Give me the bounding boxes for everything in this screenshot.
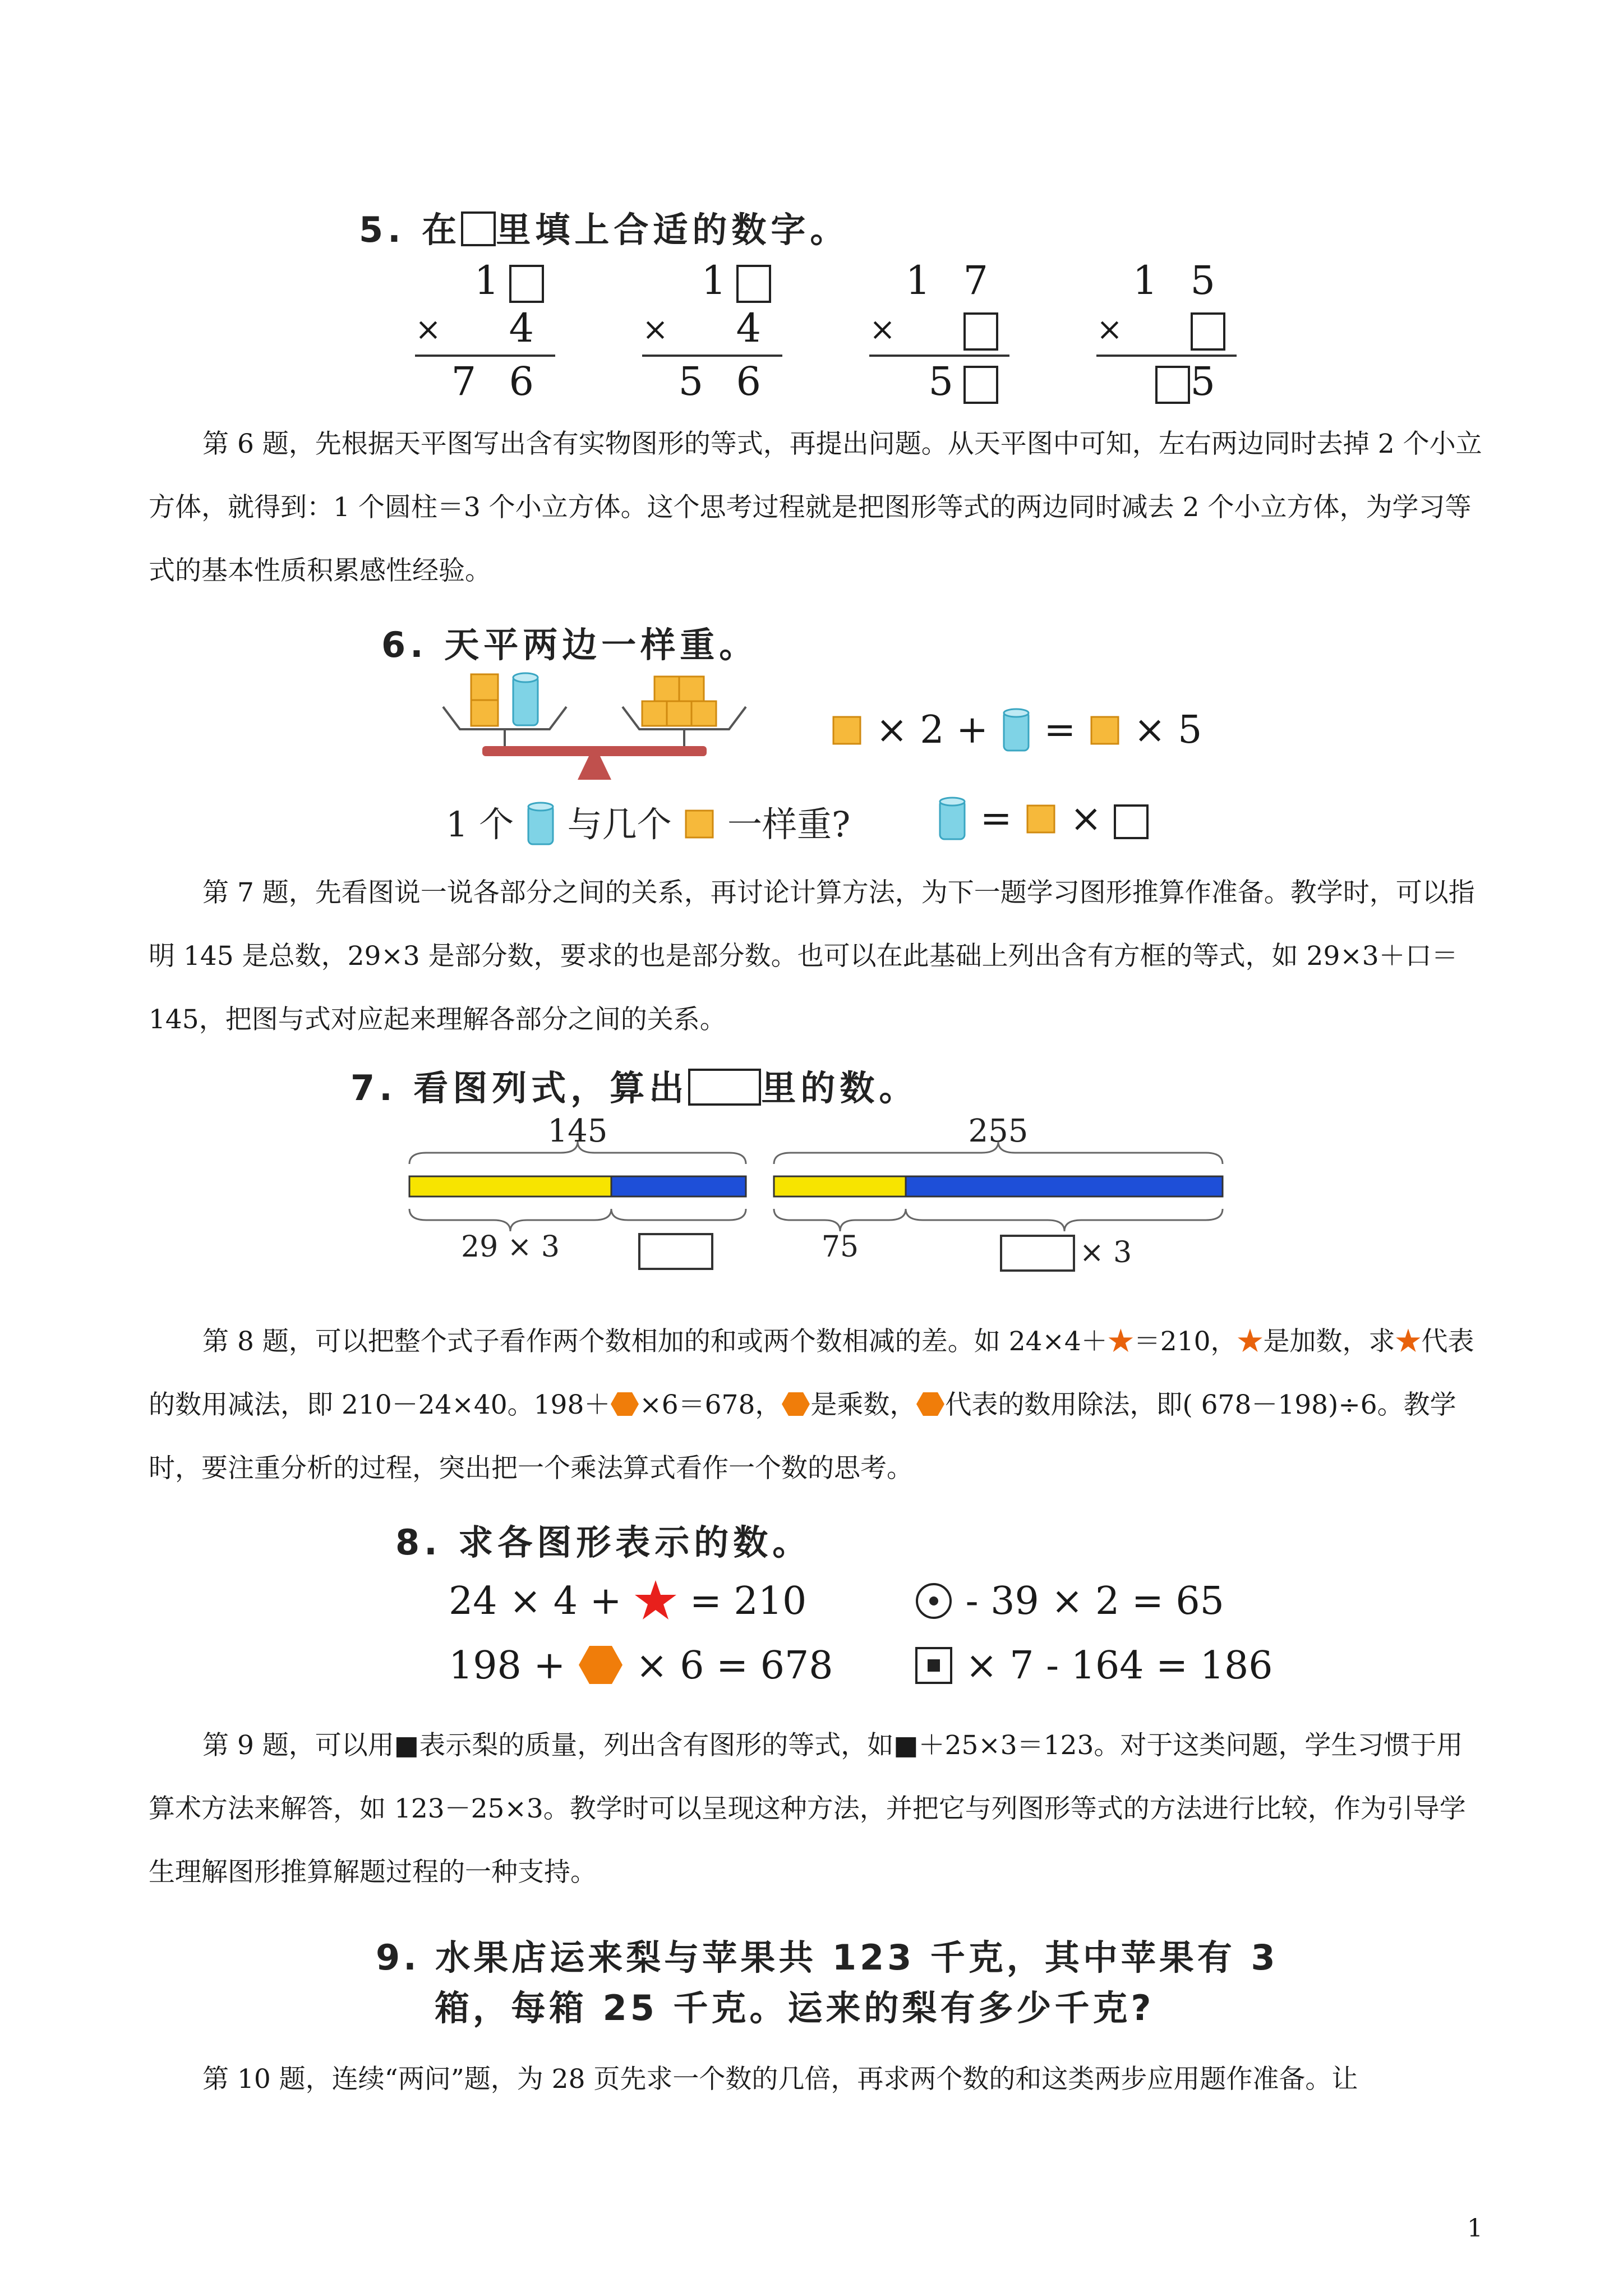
top-digits: 1 xyxy=(701,257,736,303)
times-sign: × xyxy=(1096,311,1123,348)
ex6-title-text: 天平两边一样重。 xyxy=(444,624,759,665)
ex5-problem-3 xyxy=(869,258,998,404)
ex9-title xyxy=(376,1930,1279,1980)
ex5-problem-4 xyxy=(1096,258,1225,404)
blank-box xyxy=(461,211,496,246)
ex9-line-2-wrap xyxy=(435,1980,1154,2030)
text-run: ×6＝678， xyxy=(639,1389,782,1420)
ex5-title xyxy=(359,202,849,252)
q-part-a: 1 个 xyxy=(446,804,514,845)
ex5-number: 5. xyxy=(359,209,405,250)
ex7-title-a: 看图列式，算出 xyxy=(413,1068,689,1108)
top-digits: 1 5 xyxy=(1132,257,1225,303)
rule-line xyxy=(415,355,555,357)
hexagon-icon xyxy=(578,1645,624,1685)
times-sign: × xyxy=(415,311,441,348)
times-sign: × xyxy=(642,311,668,348)
result-digit: 5 xyxy=(928,358,963,404)
paragraph-ex9-notes: 第 9 题，可以用■表示梨的质量，列出含有图形的等式，如■＋25×3＝123。对于这类问题，学生习惯于用算术方法来解答，如 123－25×3。教学时可以呈现这种方法，并把它与列图形等式的方法进行比较，作为引导学生理解图形推算解题过程的一种支持。 xyxy=(149,1730,1466,1888)
paragraph-ex7-notes: 第 7 题，先看图说一说各部分之间的关系，再讨论计算方法，为下一题学习图形推算作准备。教学时，可以指明 145 是总数，29×3 是部分数，要求的也是部分数。也可以在此基础上列出含有方框的等式，如 29×3＋口＝145，把图与式对应起来理解各部分之间的关系。 xyxy=(149,877,1475,1035)
left-total-label: 145 xyxy=(547,1113,608,1149)
top-digits: 1 7 xyxy=(905,257,998,303)
eq-part: = 210 xyxy=(689,1579,807,1623)
ex8-number: 8. xyxy=(395,1522,442,1563)
boxed-square-icon xyxy=(914,1646,953,1685)
cylinder-icon xyxy=(525,802,556,846)
text-run: 代表的数用除法，即( 678－198)÷6。教学时，要注重分析的过程，突出把一个乘法算式看作一个数的思考。 xyxy=(149,1389,1456,1484)
hexagon-icon xyxy=(610,1391,639,1417)
eq1-part-c: × 5 xyxy=(1133,708,1202,752)
balance-base xyxy=(578,756,611,780)
left-pan xyxy=(443,707,566,729)
eq-part: 198 + xyxy=(449,1644,566,1688)
hexagon-icon xyxy=(781,1391,810,1417)
eq-part: × 7 - 164 = 186 xyxy=(965,1644,1273,1688)
star-icon: ★ xyxy=(1237,1326,1264,1357)
left-blue-segment xyxy=(611,1176,746,1197)
paragraph-ex10-notes: 第 10 题，连续“两问”题，为 28 页先求一个数的几倍，再求两个数的和这类两步应用题作准备。让 xyxy=(202,2064,1358,2095)
blank-box xyxy=(1001,1236,1074,1271)
ex6-equation-1 xyxy=(830,708,1202,753)
ex5-title-a: 在 xyxy=(422,209,462,250)
ex8-title-text: 求各图形表示的数。 xyxy=(458,1522,812,1563)
cylinder-icon xyxy=(1000,708,1032,753)
multiplier: 4 xyxy=(509,305,544,351)
circled-dot-icon xyxy=(914,1581,953,1621)
ex7-title xyxy=(351,1060,918,1110)
text-run: ＝210， xyxy=(1133,1326,1237,1357)
ex8-equation-4 xyxy=(914,1644,1272,1688)
left-part-label: 29 × 3 xyxy=(461,1230,560,1264)
hexagon-icon xyxy=(916,1391,945,1417)
right-blue-segment xyxy=(906,1176,1223,1197)
ex9-number: 9. xyxy=(376,1937,420,1978)
cube-icon xyxy=(1088,714,1122,747)
ex8-title xyxy=(395,1515,811,1565)
star-icon: ★ xyxy=(1107,1326,1134,1357)
page-number: 1 xyxy=(1467,2214,1483,2243)
text-run: 第 8 题，可以把整个式子看作两个数相加的和或两个数相减的差。如 24×4＋ xyxy=(202,1326,1108,1357)
ex5-title-b: 里填上合适的数字。 xyxy=(496,209,850,250)
right-top-brace xyxy=(774,1142,1223,1164)
ex7-title-b: 里的数。 xyxy=(761,1068,919,1108)
ex8-equation-2 xyxy=(914,1579,1224,1623)
cube-icon xyxy=(1024,802,1058,836)
eq1-part-a: × 2 + xyxy=(875,708,989,752)
cylinder-icon xyxy=(937,797,968,841)
q-part-c: 一样重? xyxy=(727,804,851,845)
blank-box xyxy=(639,1234,712,1269)
ex5-problem-1 xyxy=(415,258,544,404)
ex9-line-1: 水果店运来梨与苹果共 123 千克，其中苹果有 3 xyxy=(435,1937,1279,1978)
ex9-line-2: 箱，每箱 25 千克。运来的梨有多少千克? xyxy=(435,1987,1155,2028)
ex5-problem-2 xyxy=(642,258,771,404)
left-yellow-segment xyxy=(409,1176,611,1197)
star-icon: ★ xyxy=(1395,1326,1422,1357)
paragraph-ex6-notes: 第 6 题，先根据天平图写出含有实物图形的等式，再提出问题。从天平图中可知，左右两边同时去掉 2 个小立方体，就得到：1 个圆柱＝3 个小立方体。这个思考过程就是把图形等式的两边同时减去 2 个小立方体，为学习等式的基本性质积累感性经验。 xyxy=(149,429,1482,586)
blank-box xyxy=(1191,312,1225,351)
left-top-brace xyxy=(409,1142,746,1164)
eq1-part-b: = xyxy=(1044,708,1076,752)
ex6-title xyxy=(381,617,758,667)
balance-scale-illustration xyxy=(437,662,774,791)
left-bottom-brace-2 xyxy=(611,1209,746,1220)
ex8-equation-1 xyxy=(449,1579,806,1623)
left-bottom-brace xyxy=(409,1209,611,1231)
eq-part: 24 × 4 + xyxy=(449,1579,622,1623)
blank-box xyxy=(688,1069,761,1106)
ex6-number: 6. xyxy=(381,624,428,665)
balance-beam xyxy=(482,746,707,756)
ex6-question xyxy=(446,797,850,846)
segment-diagram xyxy=(404,1108,1245,1276)
blank-box xyxy=(736,265,771,303)
right-yellow-segment xyxy=(774,1176,906,1197)
cylinder-icon xyxy=(513,673,538,725)
blank-box xyxy=(963,366,998,404)
text-run: 是乘数， xyxy=(810,1389,916,1420)
right-bottom-brace xyxy=(774,1209,906,1231)
times-sign: × xyxy=(869,311,896,348)
multiplier: 4 xyxy=(736,305,771,351)
blank-box xyxy=(963,312,998,351)
text-run: 是加数，求 xyxy=(1263,1326,1395,1357)
blank-box xyxy=(1155,366,1190,404)
ex8-equation-3 xyxy=(449,1644,833,1688)
eq-part: × 6 = 678 xyxy=(635,1644,833,1688)
blank-box xyxy=(509,265,544,303)
top-digits: 1 xyxy=(474,257,509,303)
rule-line xyxy=(642,355,782,357)
eq-part: - 39 × 2 = 65 xyxy=(965,1579,1224,1623)
rule-line xyxy=(869,355,1009,357)
cube-icon xyxy=(830,714,864,747)
right-bottom-brace-2 xyxy=(906,1209,1223,1231)
cube-icon xyxy=(471,674,498,726)
right-times-label: × 3 xyxy=(1080,1236,1132,1269)
right-part-label: 75 xyxy=(821,1230,859,1264)
star-icon xyxy=(634,1579,677,1621)
paragraph-ex8-notes xyxy=(149,1310,1489,1500)
text-run: 代表的数用减法，即 210－24×40。198＋ xyxy=(149,1326,1474,1420)
ex6-equation-2 xyxy=(937,797,1149,841)
cube-icon xyxy=(642,677,716,726)
rule-line xyxy=(1096,355,1237,357)
eq2-part-a: = xyxy=(980,797,1012,841)
result: 7 6 xyxy=(451,358,544,404)
ex7-number: 7. xyxy=(351,1068,397,1108)
result-digit: 5 xyxy=(1190,358,1225,404)
blank-box xyxy=(1114,804,1149,839)
cube-icon xyxy=(683,807,716,841)
eq2-part-b: × xyxy=(1069,797,1102,841)
result: 5 6 xyxy=(678,358,771,404)
right-total-label: 255 xyxy=(968,1113,1029,1149)
q-part-b: 与几个 xyxy=(567,804,672,845)
